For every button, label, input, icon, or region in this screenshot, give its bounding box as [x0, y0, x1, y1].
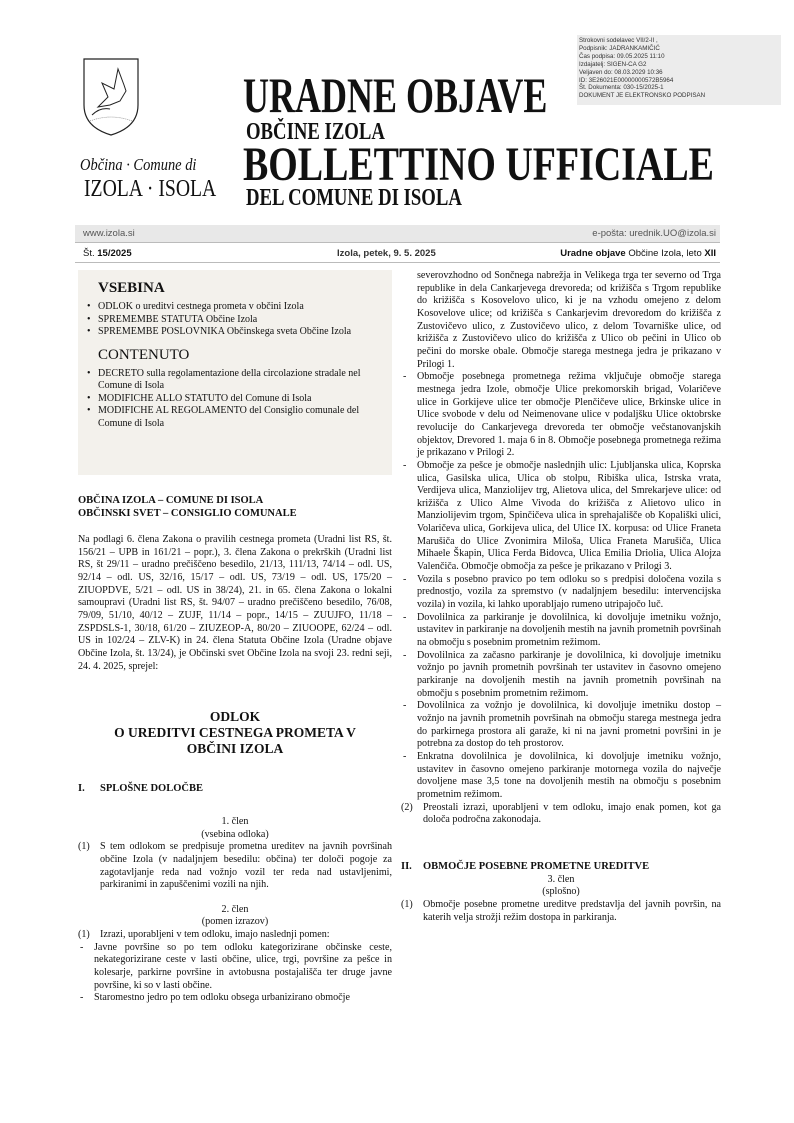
article-subtitle: (pomen izrazov): [201, 916, 269, 928]
paragraph: [78, 841, 392, 892]
definition-text: Območje posebnega prometnega režima vključuje območje starega mestnega jedra Izole, območje Ulice prekomorskih brigad, Volaričeve ulice in Gorkijeve ulice ter območje Plenčičeve ulice, Brkinske ulice in Ulice svobode v delu od Neimenovane ulice v podaljšku Ulice oktobrske revolucije do Cankarjevega drevoreda ter območje večstanovanjskih objektov, Drevored 1. maja 6 in 8. Območje posebnega prometnega režima je prikazano v Prilogi 2.: [417, 371, 721, 459]
contact-bar: [75, 225, 720, 243]
preamble: Na podlagi 6. člena Zakona o pravilih cestnega prometa (Uradni list RS, št. 156/21 – UPB in 161/21 – popr.), 3. člena Zakona o prekrških (Uradni list RS, št 29/11 – uradno prečiščeno besedilo, 21/13, 111/13, 74/14 – odl. US, 92/14 – odl. US, 32/16, 15/17 – odl. US, 73/19 – odl. US, 175/20 – ZIUOPDVE, 5/21 – odl. US in 38/24), 21. in 65. člena Zakona o lokalni samoupravi (Uradni list RS, št. 94/07 – uradno prečiščeno besedilo, 76/08, 79/09, 51/10, 40/12 – ZUJF, 11/14 – popr., 14/15 – ZUUJFO, 11/18 – ZSPDSLS-1, 30/18, 61/20 – ZIUZEOP-A, 80/20 – ZIUOOPE, 62/24 – odl. US in 102/24 – ZLV-K) in 24. člena Statuta Občine Izola (Uradne objave Občine Izola, št. 13/24), je Občinski svet Občine Izola na svoji 23. redni seji, 24. 4. 2025, sprejel:: [78, 534, 392, 672]
contents-heading-it: CONTENUTO: [98, 346, 190, 363]
article-number: 1. člen: [221, 815, 249, 827]
publication-year: XII: [704, 248, 716, 259]
signature-line: ID: 3E26021E00000000572B5964: [579, 76, 674, 84]
paragraph: [401, 802, 721, 827]
issue-number: [83, 248, 132, 259]
title-slovenian: URADNE OBJAVE: [243, 67, 548, 123]
signature-line: Čas podpisa: 09.05.2025 11:10: [579, 52, 665, 60]
definition-text: Staromestno jedro po tem odloku obsega urbanizirano območje: [94, 992, 350, 1004]
definition-text: Dovolilnica za vožnjo je dovolilnica, ki dovoljuje imetniku dostop – vožnjo na javnih prometnih površinah na območju starega mestnega jedra do parkirnega prostora ali garaže, ki ni na javni prometni površini in je potrebna za dostop do teh prostorov.: [417, 700, 721, 750]
paragraph: [401, 899, 721, 924]
item-bold: ODLOK: [98, 301, 133, 312]
contents-item[interactable]: [86, 314, 384, 327]
paragraph-text: Območje posebne prometne ureditve predstavlja del javnih površin, na katerih velja strožji režim dostopa in parkiranja.: [423, 898, 721, 923]
dash-marker: -: [80, 992, 84, 1004]
issuer-line-1: OBČINA IZOLA – COMUNE DI ISOLA: [78, 495, 264, 506]
definition-item: [401, 751, 721, 802]
title-italian: BOLLETTINO UFFICIALE: [243, 138, 714, 191]
dove-coat-of-arms-icon: [80, 55, 142, 137]
paragraph-text: S tem odlokom se predpisuje prometna ureditev na javnih površinah občine Izola (v nadaljnjem besedilu: občina) ter določi pogoje za zagotavljanje reda nad vožnjo vozil ter reda nad ustavljenimi, parkiranimi in zapuščenimi vozili na njih.: [100, 841, 392, 891]
section-number: II.: [401, 860, 412, 872]
item-rest: o ureditvi cestnega prometa v občini Izola: [133, 301, 304, 312]
definition-text: Javne površine so po tem odloku kategorizirane občinske ceste, nekategorizirane ceste v lasti občine, ulice, trgi, površine za pešce in kolesarje, parkirne površine in avtobusna postajališča ter druge javne površine, ki so v lasti občine.: [94, 941, 392, 991]
article-number: 3. člen: [547, 873, 575, 885]
article-subtitle: (splošno): [542, 886, 580, 898]
definition-text: Enkratna dovolilnica je dovolilnica, ki dovoljuje imetniku vožnjo, ustavitev in časovno omejeno parkiranje motornega vozila do največje dovoljene mase 3,5 tone na dovoljenih mestih na območju s posebnim prometnim režimom.: [417, 750, 721, 800]
definition-continuation: severovzhodno od Sončnega nabrežja in Velikega trga ter severno od Trga republike in dela Cankarjevega drevoreda; od križišča s Trgom republike do križišča s Kosovelovo ulico, ki je na vzhodu omejeno z delom Kosovelove ulice; od križišča s Cankarjevim drevoredom do križišča z Zustovičevo ulico, z Zustovičevo ulico, z delom Tovarniške ulice, od križišča z Zustovičevo ulico do križišča z Ulico ob pečini in Ulico ob pečini do morske obale. Območje starega mestnega jedra je prikazano v Prilogi 1.: [417, 270, 721, 370]
paragraph-number: (2): [401, 801, 413, 813]
website-link[interactable]: www.izola.si: [83, 228, 135, 239]
dash-marker: -: [403, 611, 407, 623]
item-rest: del Comune di Isola: [228, 392, 312, 404]
paragraph-number: (1): [401, 898, 413, 910]
item-rest: Občine Izola: [203, 313, 258, 325]
paragraph-number: (1): [78, 841, 90, 853]
publication-rest: Občine Izola, leto: [628, 248, 702, 259]
contents-item[interactable]: [86, 405, 384, 430]
dash-marker: -: [80, 941, 84, 953]
definition-text: Dovolilnica za parkiranje je dovolilnica, ki dovoljuje imetniku vožnjo, ustavitev in parkiranje na dovoljenih mestih na javnih prometnih površinah na območju s posebnim prometnim režimom.: [417, 611, 721, 649]
publication-info: [560, 248, 716, 259]
dash-marker: -: [403, 573, 407, 585]
definition-text: Dovolilnica za začasno parkiranje je dovolilnica, ki dovoljuje imetniku vožnjo po javnih prometnih površinah ter ustavitev in časovno omejeno parkiranje na dovoljenih mestih na javnih prometnih površinah na območju s posebnim prometnim režimom.: [417, 649, 721, 699]
dash-marker: -: [403, 459, 407, 471]
item-bold: SPREMEMBE POSLOVNIKA: [98, 326, 225, 337]
decree-title: [78, 709, 392, 757]
definition-text: Območje za pešce je območje naslednjih ulic: Ljubljanska ulica, Koprska ulica, Gasilska ulica, Ulica ob stolpu, Ribiška ulica, Istrska vrata, Verdijeva ulica, Manziolijev trg, Alietova ulica, del Smrekarjeve ulice: od križišča z Ulico Alme Vivoda do križišča z Alietovo ulico in Manziolijevim trgom, Spinčičeva ulica in sprehajališče ob Kopališki ulici, Volaričeva ulica, Gorkijeva ulica, del Ulice IX. korpusa: od Ulice Franeta Marušiča do Ulice Zvonimira Miloša, Ulica Franeta Marušiča, Ulica Mihaele Škapin, Ulica Ferda Bidovca, Ulica Emilia Driolia, Ulica Alojza Valenčiča. Območje območja za pešce je prikazano v Prilogi 3.: [417, 459, 721, 573]
paragraph-number: (1): [78, 929, 90, 941]
dash-marker: -: [403, 700, 407, 712]
publication-name: Uradne objave: [560, 248, 626, 259]
definition-item: [401, 700, 721, 751]
item-rest: del Consiglio comunale del Comune di Isola: [98, 405, 360, 429]
signature-line: Št. Dokumenta: 030-15/2025-1: [579, 84, 664, 92]
item-bold: DECRETO: [98, 367, 144, 379]
definition-item: [401, 612, 721, 650]
contents-heading-sl: VSEBINA: [98, 280, 165, 296]
item-bold: MODIFICHE AL REGOLAMENTO: [98, 405, 247, 416]
subtitle-italian: DEL COMUNE DI ISOLA: [246, 185, 462, 211]
definition-item: [401, 371, 721, 460]
subtitle-slovenian: OBČINE IZOLA: [246, 119, 385, 145]
paragraph-text: Preostali izrazi, uporabljeni v tem odloku, imajo enak pomen, kot ga določa področna zakonodaja.: [423, 801, 721, 826]
paragraph: [78, 929, 392, 942]
section-heading: [401, 861, 721, 874]
contents-item[interactable]: [86, 301, 384, 314]
definition-item: [78, 992, 392, 1005]
table-of-contents: [78, 270, 392, 475]
signature-line: Podpisnik: JADRANKAMIČIĆ: [579, 44, 660, 52]
issue-number-value: 15/2025: [97, 248, 132, 259]
contents-item[interactable]: [86, 326, 384, 339]
definition-item: [78, 942, 392, 993]
right-column: [401, 270, 721, 924]
contents-item[interactable]: [86, 393, 384, 406]
signature-line: Veljaven do: 08.03.2029 10:36: [579, 68, 663, 76]
municipality-line-1: Občina · Comune di: [80, 155, 197, 174]
paragraph-text: Izrazi, uporabljeni v tem odloku, imajo naslednji pomen:: [100, 929, 330, 941]
definition-text: Vozila s posebno pravico po tem odloku so s predpisi določena vozila s prednostjo, vozila za spremstvo (v nadaljnjem besedilu: intervencijska vozila) in vozila, ki lahko uporabljajo rumeno utripajočo luč.: [417, 573, 721, 611]
section-title: OBMOČJE POSEBNE PROMETNE UREDITVE: [423, 860, 650, 872]
issue-date: Izola, petek, 9. 5. 2025: [337, 248, 436, 259]
dash-marker: -: [403, 649, 407, 661]
section-heading: [78, 783, 392, 796]
decree-title-line: O UREDITVI CESTNEGA PROMETA V: [114, 725, 356, 741]
definition-item: [401, 460, 721, 574]
dash-marker: -: [403, 371, 407, 383]
signature-line: Izdajatelj: SIGEN-CA G2: [579, 60, 647, 68]
section-number: I.: [78, 783, 85, 795]
signature-line: DOKUMENT JE ELEKTRONSKO PODPISAN: [579, 92, 706, 100]
issue-info-row: [75, 246, 720, 263]
item-bold: MODIFICHE ALLO STATUTO: [98, 392, 229, 404]
issue-number-label: Št.: [83, 248, 95, 259]
decree-title-line: OBČINI IZOLA: [186, 741, 284, 757]
definition-item: [401, 650, 721, 701]
issuer-line-2: OBČINSKI SVET – CONSIGLIO COMUNALE: [78, 508, 297, 519]
article-subtitle: (vsebina odloka): [201, 828, 269, 840]
item-rest: Občinskega sveta Občine Izola: [224, 326, 352, 337]
email-link[interactable]: e-pošta: urednik.UO@izola.si: [592, 228, 716, 239]
decree-title-line: ODLOK: [209, 709, 261, 725]
section-title: SPLOŠNE DOLOČBE: [100, 783, 203, 795]
signature-line: Strokovni sodelavec VII/2-II ,: [579, 37, 658, 44]
item-rest: sulla regolamentazione della circolazione stradale nel Comune di Isola: [98, 367, 361, 391]
municipality-line-2: IZOLA · ISOLA: [84, 176, 217, 202]
contents-item[interactable]: [86, 368, 384, 393]
article-number: 2. člen: [221, 903, 249, 915]
left-column: [78, 494, 392, 1005]
definition-item: [401, 574, 721, 612]
electronic-signature-box: [577, 35, 781, 105]
dash-marker: -: [403, 750, 407, 762]
item-bold: SPREMEMBE STATUTA: [98, 313, 204, 325]
